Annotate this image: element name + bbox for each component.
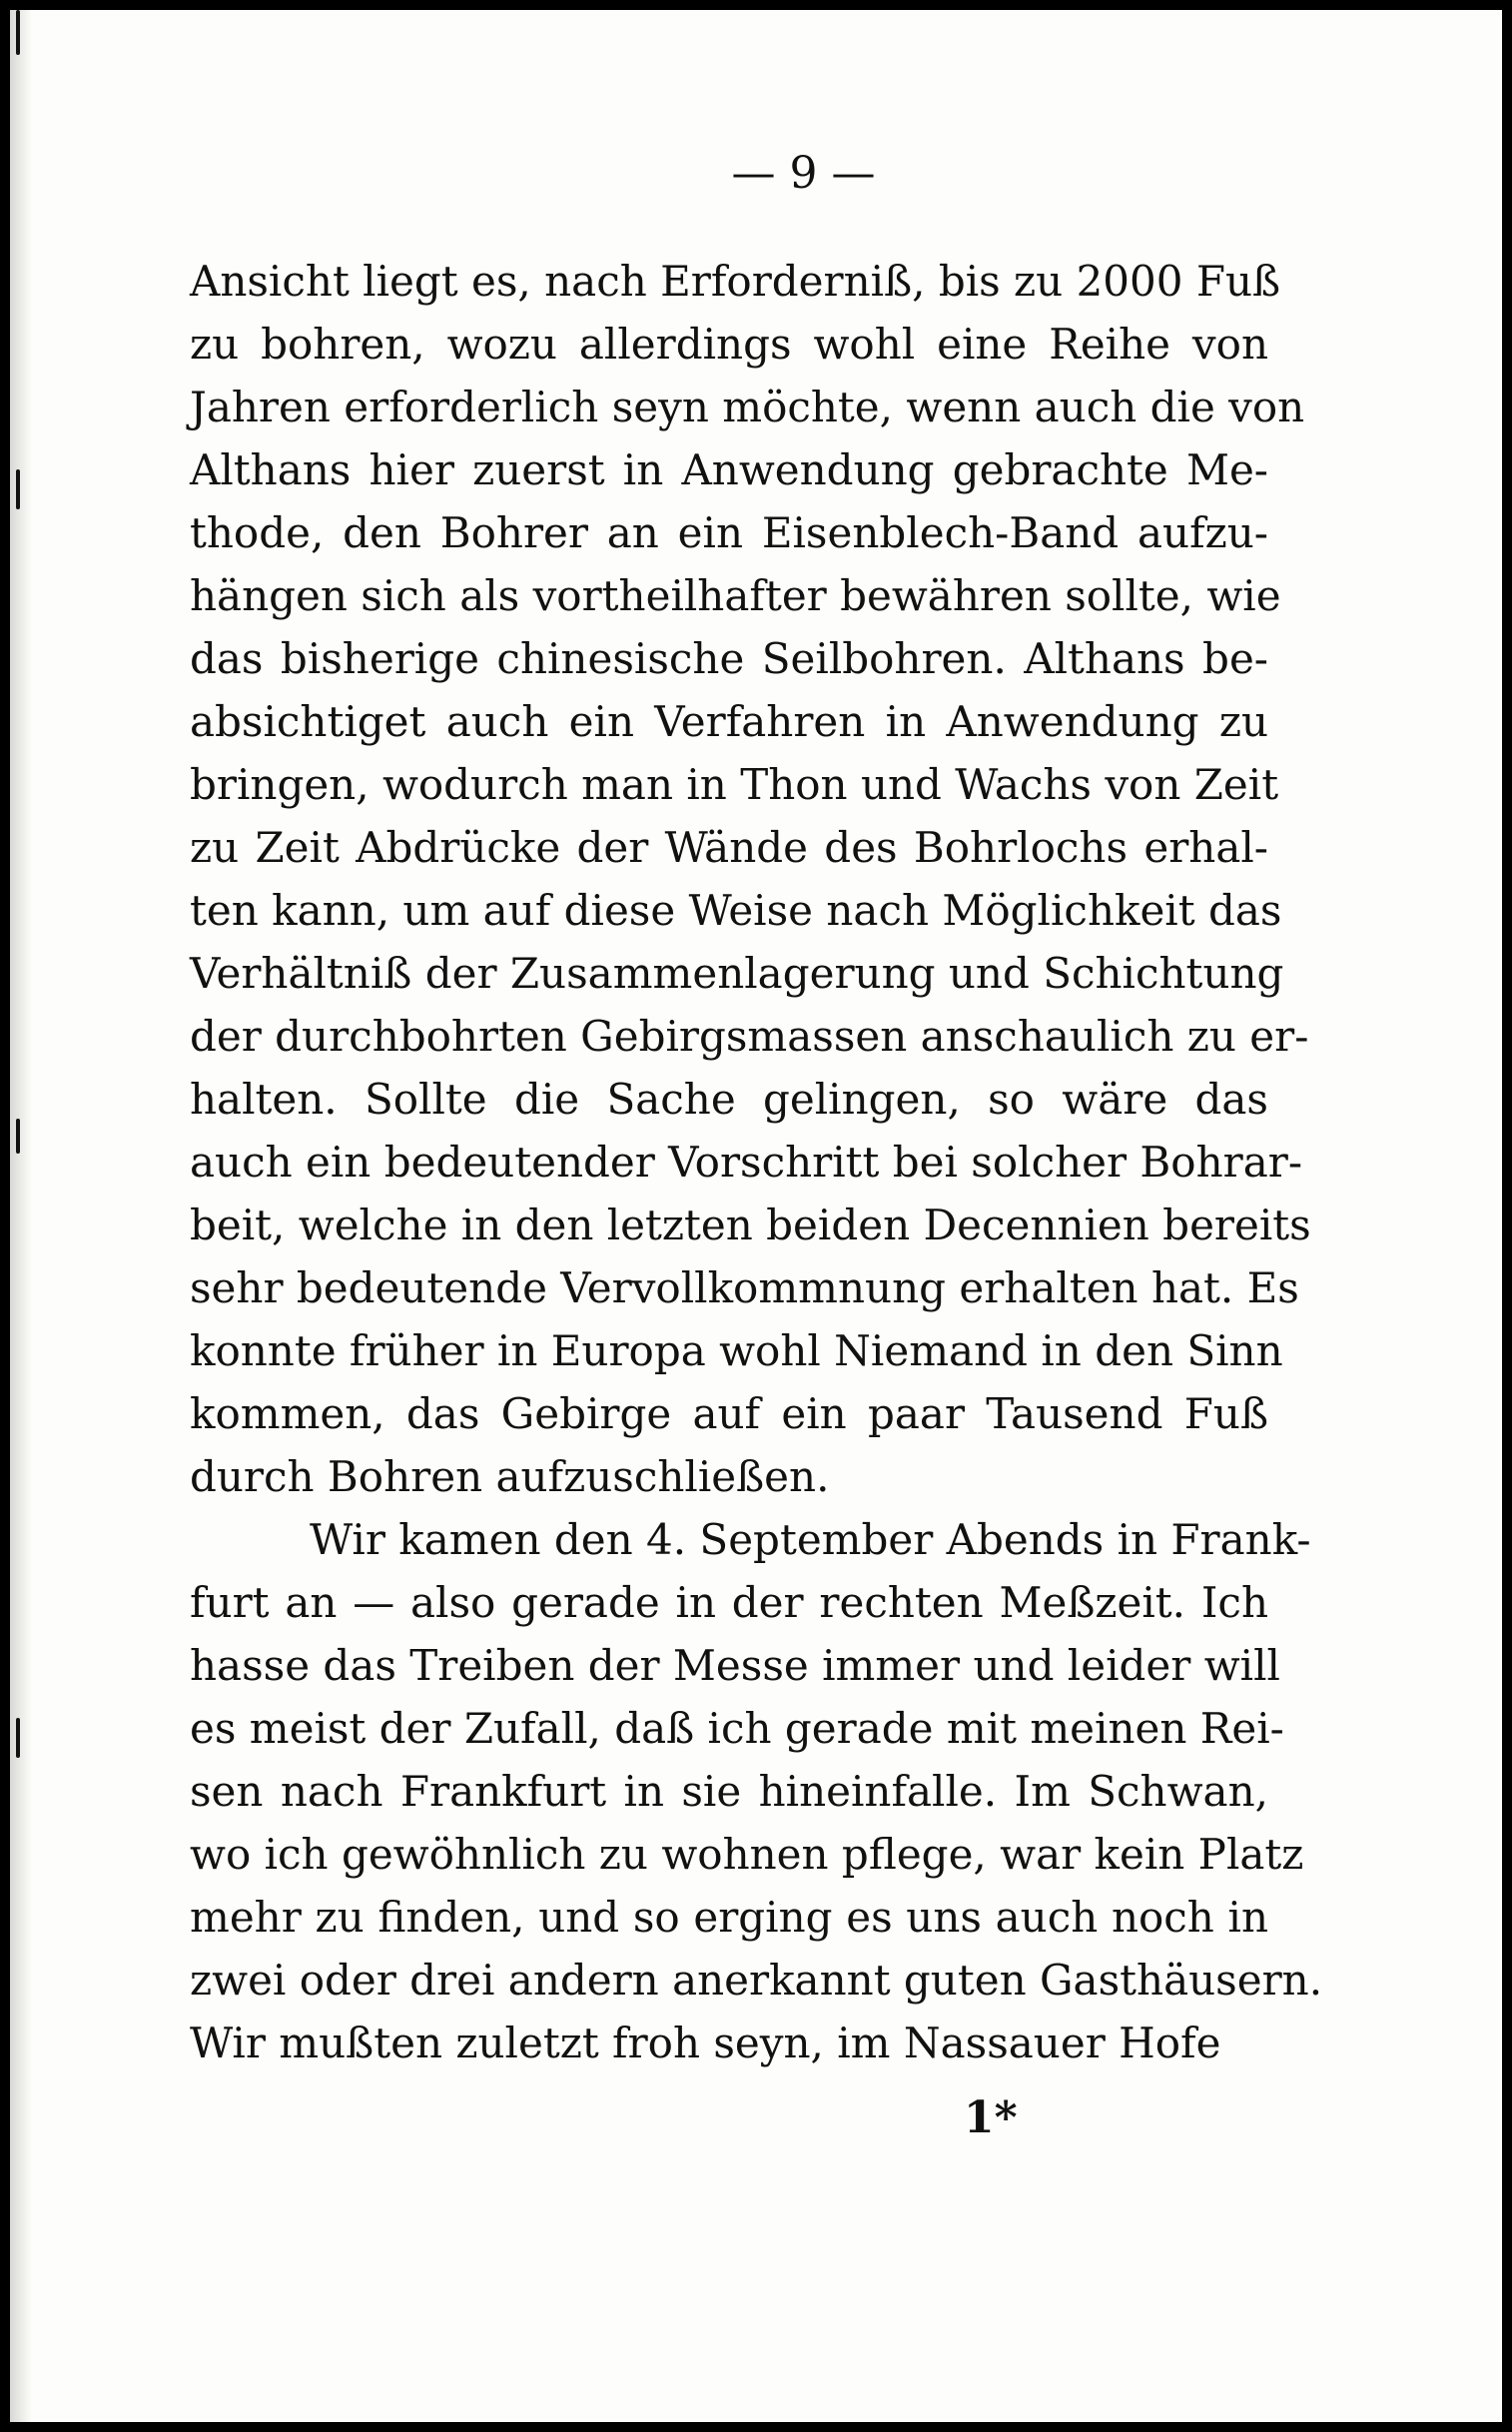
text-line: Verhältniß der Zusammenlagerung und Schichtung [190,949,1284,998]
text-line: Ansicht liegt es, nach Erforderniß, bis zu 2000 Fuß [190,257,1281,306]
text-line: hängen sich als vortheilhafter bewähren sollte, wie [190,571,1281,620]
text-line: Althans hier zuerst in Anwendung gebrachte Me- [190,445,1268,494]
text-line: hasse das Treiben der Messe immer und leider will [190,1641,1280,1690]
text-line: Jahren erforderlich seyn möchte, wenn auch die von [190,383,1305,431]
text-line: Wir kamen den 4. September Abends in Frank- [310,1515,1311,1564]
text-line: bringen, wodurch man in Thon und Wachs von Zeit [190,760,1279,809]
text-line: zu Zeit Abdrücke der Wände des Bohrlochs erhal- [190,823,1268,872]
edge-mark [16,1718,20,1758]
text-line: zu bohren, wozu allerdings wohl eine Reihe von [190,320,1268,369]
text-line: thode, den Bohrer an ein Eisenblech-Band aufzu- [190,508,1268,557]
text-line: zwei oder drei andern anerkannt guten Gasthäusern. [190,1956,1323,2005]
text-line: das bisherige chinesische Seilbohren. Althans be- [190,634,1268,683]
text-line: es meist der Zufall, daß ich gerade mit meinen Rei- [190,1704,1284,1753]
text-line: wo ich gewöhnlich zu wohnen pflege, war kein Platz [190,1830,1304,1879]
text-line: sen nach Frankfurt in sie hineinfalle. Im Schwan, [190,1767,1268,1816]
book-page [10,10,1502,2422]
edge-mark [16,1119,20,1154]
text-line: halten. Sollte die Sache gelingen, so wäre das [190,1075,1268,1124]
text-line: auch ein bedeutender Vorschritt bei solcher Bohrar- [190,1138,1303,1187]
text-line: furt an — also gerade in der rechten Meßzeit. Ich [190,1578,1268,1627]
signature-mark: 1* [964,2092,1018,2143]
page-number-header: — 9 — [731,148,876,199]
text-line: durch Bohren aufzuschließen. [190,1452,830,1501]
text-line: mehr zu finden, und so erging es uns auch noch in [190,1893,1268,1942]
text-line: konnte früher in Europa wohl Niemand in den Sinn [190,1326,1283,1375]
text-line: beit, welche in den letzten beiden Decennien bereits [190,1201,1311,1249]
text-line: der durchbohrten Gebirgsmassen anschaulich zu er- [190,1012,1309,1061]
text-line: sehr bedeutende Vervollkommnung erhalten hat. Es [190,1263,1299,1312]
text-line: ten kann, um auf diese Weise nach Möglichkeit das [190,886,1282,935]
text-line: Wir mußten zuletzt froh seyn, im Nassauer Hofe [190,2019,1221,2067]
edge-mark [16,469,20,509]
text-line: kommen, das Gebirge auf ein paar Tausend Fuß [190,1389,1268,1438]
text-line: absichtiget auch ein Verfahren in Anwendung zu [190,697,1268,746]
body-text [190,250,1323,2074]
edge-mark [16,10,20,55]
page-edge-shadow [10,10,32,2422]
